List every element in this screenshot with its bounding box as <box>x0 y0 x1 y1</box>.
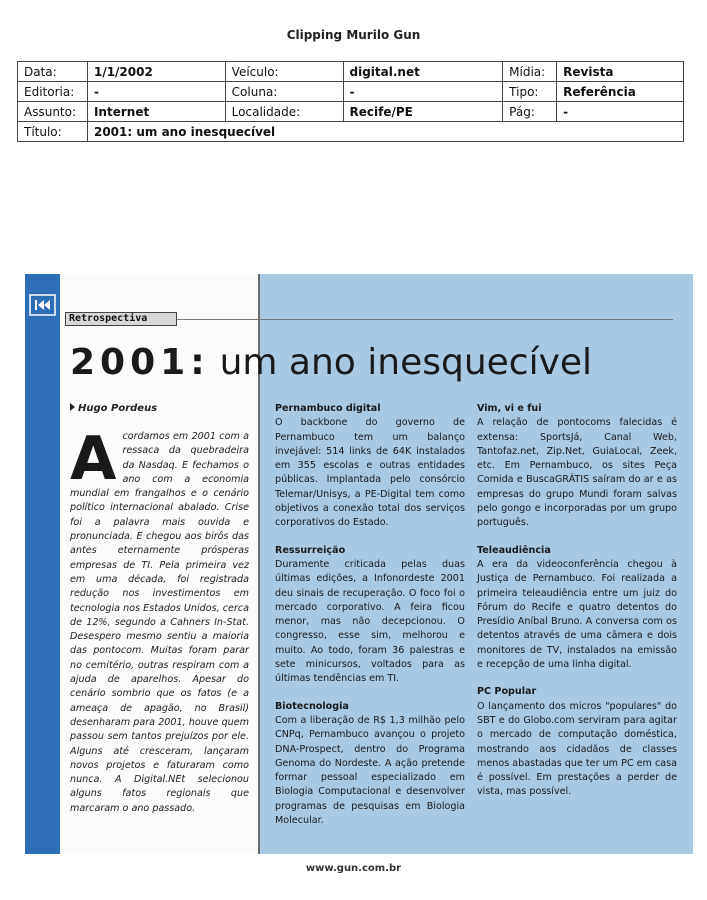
value-midia: Revista <box>557 62 684 82</box>
value-veiculo: digital.net <box>343 62 503 82</box>
section-biotecnologia <box>275 700 465 829</box>
section-text: A era da videoconferência chegou à Justiça de Pernambuco. Foi realizada a primeira teleaudiência entre um juiz do Fórum do Recife e quatro detentos do Presídio Aníbal Bruno. A conversa com os detentos através de uma câmera e dois monitores de TV, instalados na emissão e recepção de uma linha digital. <box>477 558 677 671</box>
meta-row <box>18 62 684 82</box>
metadata-table <box>17 61 684 142</box>
label-veiculo: Veículo: <box>225 62 343 82</box>
section-text: O backbone do governo de Pernambuco tem um balanço invejável: 514 links de 64K instalados em 355 escolas e outras entidades públicas. Implantada pelo consórcio Telemar/Unisys, a PE-Digital tem como objetivos a conexão total dos serviços corporativos do Estado. <box>275 417 465 529</box>
section-kicker: Retrospectiva <box>65 312 177 326</box>
clipping-title: Clipping Murilo Gun <box>286 28 421 42</box>
section-teleaudiencia <box>477 544 677 673</box>
section-title: Biotecnologia <box>275 700 349 712</box>
section-text: Duramente criticada pelas duas últimas edições, a Infonordeste 2001 deu sinais de recuperação. O foco foi o mercado corporativo. A feira ficou menor, mas não decepcionou. O congresso, esse sim, melhorou e muito. Ao todo, foram 36 palestras e sete minicursos, voltados para as últimas tendências em TI. <box>275 558 465 685</box>
section-pc-popular <box>477 685 677 799</box>
value-pag: - <box>557 102 684 122</box>
section-text: Com a liberação de R$ 1,3 milhão pelo CNPq, Pernambuco avançou o projeto DNA-Prospect, dentro do Programa Genoma do Nordeste. A ação pretende formar pessoal especializado em Biologia Computacional e desenvolver programas de pesquisas em Biologia Molecular. <box>275 714 465 827</box>
article-scan <box>25 274 693 854</box>
rewind-icon <box>29 294 56 316</box>
value-assunto: Internet <box>87 102 225 122</box>
section-text: O lançamento dos micros "populares" do SBT e do Globo.com serviram para agitar o mercado de computação doméstica, mostrando aos cidadãos de classes menos abastadas que ter um PC em casa é possível. Em prestações a perder de vista, mas possível. <box>477 700 677 798</box>
value-titulo: 2001: um ano inesquecível <box>87 122 683 142</box>
label-editoria: Editoria: <box>18 82 88 102</box>
section-title: Pernambuco digital <box>275 403 381 414</box>
section-title: Vim, vi e fui <box>477 403 542 414</box>
label-pag: Pág: <box>503 102 557 122</box>
meta-row-titulo <box>18 122 684 142</box>
section-ressurreicao <box>275 544 465 687</box>
section-text: A relação de pontocoms falecidas é extensa: SportsJá, Canal Web, Tantofaz.net, Zip.Net, GuiaLocal, Zeek, etc. Em Pernambuco, os sites Peça Comida e BuscaGRÁTIS saíram do ar e as empresas do grupo Mundi foram salvas pelo gongo e incorporadas por um grupo português. <box>477 417 677 529</box>
headline-year: 2001: <box>70 342 210 383</box>
lead-column <box>70 424 249 816</box>
drop-cap: A <box>70 424 117 494</box>
kicker-rule <box>177 319 673 320</box>
footer-url: www.gun.com.br <box>305 863 402 874</box>
meta-row <box>18 82 684 102</box>
label-assunto: Assunto: <box>18 102 88 122</box>
label-coluna: Coluna: <box>225 82 343 102</box>
triangle-icon <box>70 403 75 411</box>
label-tipo: Tipo: <box>503 82 557 102</box>
label-data: Data: <box>18 62 88 82</box>
column-right <box>477 402 677 813</box>
value-data: 1/1/2002 <box>87 62 225 82</box>
value-coluna: - <box>343 82 503 102</box>
section-vim-vi-e-fui <box>477 402 677 531</box>
section-title: Ressurreição <box>275 544 346 556</box>
section-pernambuco-digital <box>275 402 465 531</box>
meta-row <box>18 102 684 122</box>
article-headline <box>70 338 680 388</box>
value-tipo: Referência <box>557 82 684 102</box>
lead-text: cordamos em 2001 com a ressaca da quebradeira da Nasdaq. E fechamos o ano com a economia mundial em frangalhos e o cenário político internacional abalado. Crise foi a palavra mais ouvida e pronunciada. E chegou aos birôs das antes eternamente prósperas empresas de TI. Pela primeira vez em uma década, foi registrada redução nos investimentos em tecnologia nos Estados Unidos, cerca de 12%, segundo a Cahners In-Stat. Desespero mesmo sentiu a maioria das pontocom. Muitas foram parar no cemitério, outras respiram com a ajuda de aparelhos. Apesar do cenário sombrio que os fatos (e a ameaça de apagão, no Brasil) desenharam para 2001, houve quem passou sem tantos prejuízos por ele. Alguns até cresceram, lançaram novos projetos e faturaram como nunca. A Digital.NEt selecionou alguns fatos regionais que marcaram o ano passado. <box>70 431 249 814</box>
column-middle <box>275 402 465 841</box>
label-titulo: Título: <box>18 122 88 142</box>
label-localidade: Localidade: <box>225 102 343 122</box>
label-midia: Mídia: <box>503 62 557 82</box>
value-localidade: Recife/PE <box>343 102 503 122</box>
section-title: Teleaudiência <box>477 544 551 556</box>
value-editoria: - <box>87 82 225 102</box>
section-title: PC Popular <box>477 686 537 698</box>
left-sidebar <box>25 274 60 854</box>
author-name: Hugo Pordeus <box>78 403 158 414</box>
headline-rest: um ano inesquecível <box>219 342 593 383</box>
byline <box>70 403 157 414</box>
